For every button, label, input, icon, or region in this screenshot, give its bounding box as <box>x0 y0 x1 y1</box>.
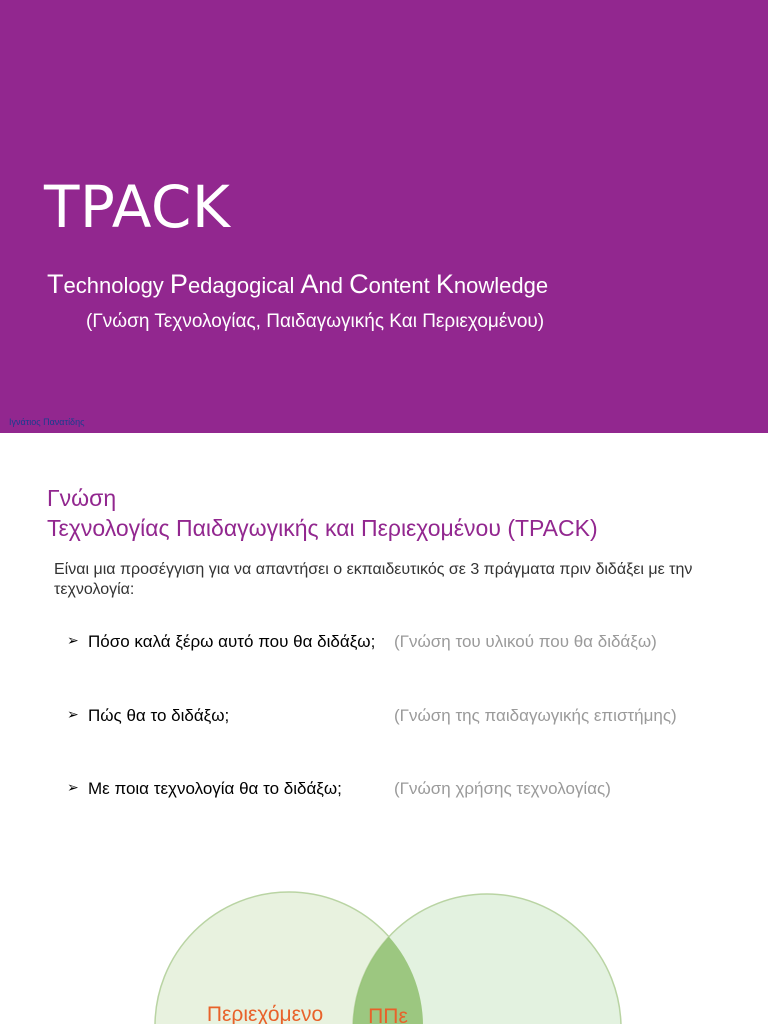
subtitle-word-technology: echnology <box>63 273 170 298</box>
question-text: Πώς θα το διδάξω; <box>88 706 230 725</box>
subtitle-initial-p: P <box>169 269 188 299</box>
subtitle-initial-k: K <box>435 269 454 299</box>
slide-title: TPACK <box>44 173 231 241</box>
venn-label-overlap: ΠΠε <box>368 1005 408 1024</box>
subtitle-word-and: nd <box>318 273 350 298</box>
title-slide <box>0 0 768 433</box>
question-text: Πόσο καλά ξέρω αυτό που θα διδάξω; <box>88 632 376 651</box>
arrowhead-bullet-icon: ➢ <box>67 779 79 795</box>
question-hint: (Γνώση χρήσης τεχνολογίας) <box>394 779 611 798</box>
arrowhead-bullet-icon: ➢ <box>67 706 79 722</box>
question-item <box>67 779 747 803</box>
subtitle-word-knowledge: nowledge <box>453 273 549 298</box>
content-slide <box>0 433 768 1024</box>
subtitle-greek: (Γνώση Τεχνολογίας, Παιδαγωγικής Και Περιεχομένου) <box>86 311 545 332</box>
subtitle-word-pedagogical: edagogical <box>187 273 301 298</box>
arrowhead-bullet-icon: ➢ <box>67 632 79 648</box>
subtitle-initial-c: C <box>349 269 369 299</box>
subtitle-initial-a: A <box>300 269 319 299</box>
heading-line-1: Γνώση <box>47 485 117 511</box>
venn-label-content: Περιεχόμενο <box>206 1003 324 1024</box>
question-hint: (Γνώση του υλικού που θα διδάξω) <box>394 632 657 651</box>
venn-diagram <box>0 863 768 1024</box>
author-name: Ιγνάτιος Πανατίδης <box>9 417 85 427</box>
slide-heading <box>47 483 598 543</box>
heading-line-2: Τεχνολογίας Παιδαγωγικής και Περιεχομένου (TPACK) <box>47 515 598 541</box>
slide-subtitle <box>47 266 548 304</box>
intro-paragraph: Είναι μια προσέγγιση για να απαντήσει ο εκπαιδευτικός σε 3 πράγματα πριν διδάξει με την τεχνολογία: <box>54 561 693 598</box>
question-text: Με ποια τεχνολογία θα το διδάξω; <box>88 779 342 798</box>
question-item <box>67 706 747 730</box>
question-hint: (Γνώση της παιδαγωγικής επιστήμης) <box>394 706 677 725</box>
question-item <box>67 632 747 656</box>
subtitle-word-content: ontent <box>368 273 436 298</box>
subtitle-initial-t: T <box>47 269 64 299</box>
